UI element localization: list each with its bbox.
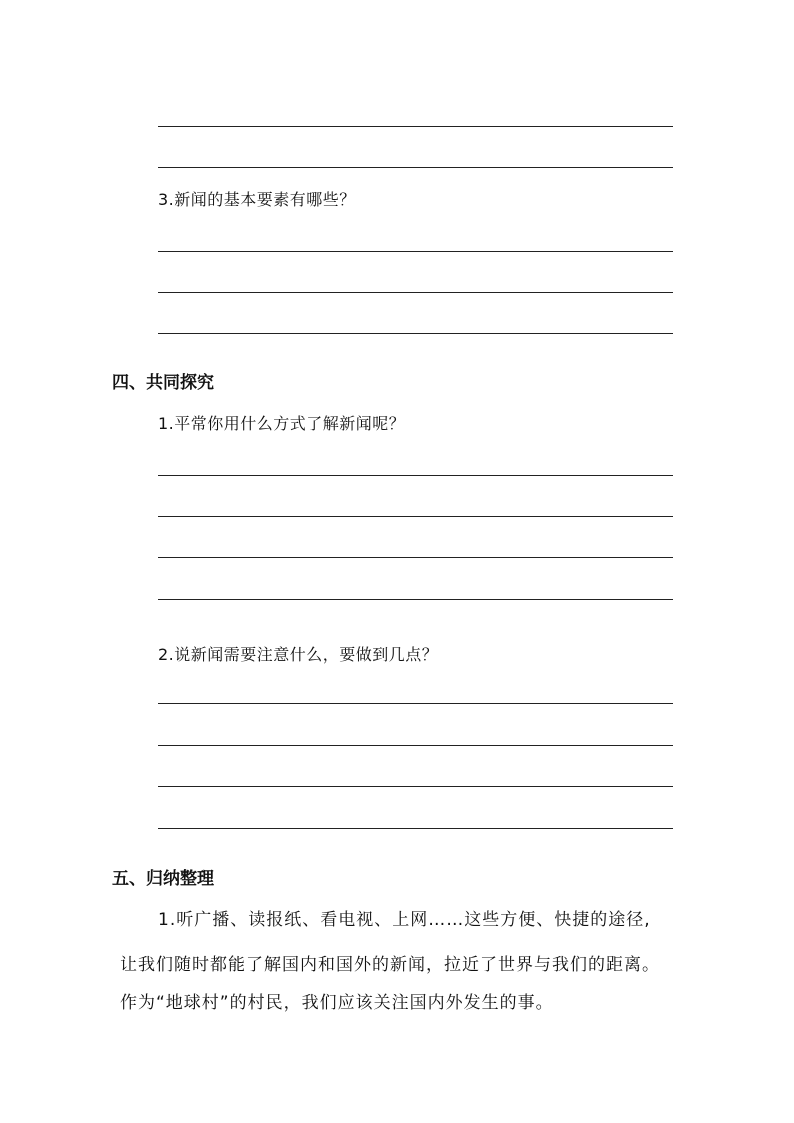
section4-question-2: 2.说新闻需要注意什么，要做到几点？ [158, 645, 439, 664]
question-3: 3.新闻的基本要素有哪些？ [158, 190, 356, 209]
answer-line [158, 333, 673, 334]
answer-line [158, 557, 673, 558]
answer-line [158, 126, 673, 127]
answer-line [158, 292, 673, 293]
section-heading-4: 四、共同探究 [112, 373, 214, 393]
answer-line [158, 475, 673, 476]
answer-line [158, 745, 673, 746]
section-heading-5: 五、归纳整理 [112, 869, 214, 889]
answer-line [158, 167, 673, 168]
answer-line [158, 599, 673, 600]
summary-line-3: 作为“地球村”的村民，我们应该关注国内外发生的事。 [120, 993, 554, 1013]
section4-question-1: 1.平常你用什么方式了解新闻呢？ [158, 414, 406, 433]
summary-line-1: 1.听广播、读报纸、看电视、上网……这些方便、快捷的途径, [158, 910, 651, 930]
answer-line [158, 786, 673, 787]
answer-line [158, 516, 673, 517]
answer-line [158, 828, 673, 829]
answer-line [158, 703, 673, 704]
summary-line-2: 让我们随时都能了解国内和国外的新闻，拉近了世界与我们的距离。 [120, 955, 660, 975]
answer-line [158, 251, 673, 252]
